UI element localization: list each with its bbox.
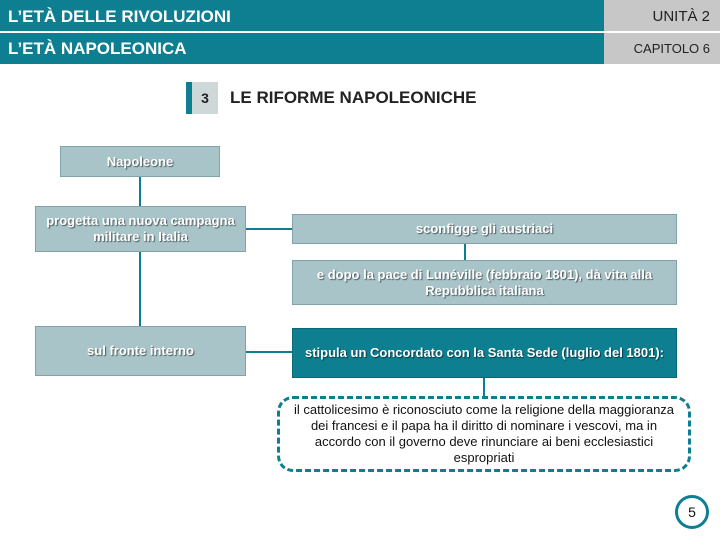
node-napoleone: Napoleone	[60, 146, 220, 177]
node-concordato-details: il cattolicesimo è riconosciuto come la religione della maggioranza dei francesi e il papa ha il diritto di nominare i vescovi, ma in accordo con il governo deve rinunciare ai beni ecclesiastici espropriati	[277, 396, 691, 472]
section-title: LE RIFORME NAPOLEONICHE	[230, 88, 477, 107]
node-fronte-interno: sul fronte interno	[35, 326, 246, 376]
section-number: 3	[186, 82, 218, 114]
node-repubblica-italiana: e dopo la pace di Lunéville (febbraio 1801), dà vita alla Repubblica italiana	[292, 260, 677, 305]
unit-label: UNITÀ 2	[652, 8, 710, 25]
book-title: L’ETÀ DELLE RIVOLUZIONI	[8, 7, 231, 26]
page-number-badge: 5	[675, 495, 709, 529]
node-sconfigge-austriaci: sconfigge gli austriaci	[292, 214, 677, 244]
node-campagna-italia: progetta una nuova campagna militare in Italia	[35, 206, 246, 252]
chapter-label: CAPITOLO 6	[633, 41, 710, 56]
book-subtitle: L’ETÀ NAPOLEONICA	[8, 39, 187, 58]
node-concordato: stipula un Concordato con la Santa Sede (luglio del 1801):	[292, 328, 677, 378]
